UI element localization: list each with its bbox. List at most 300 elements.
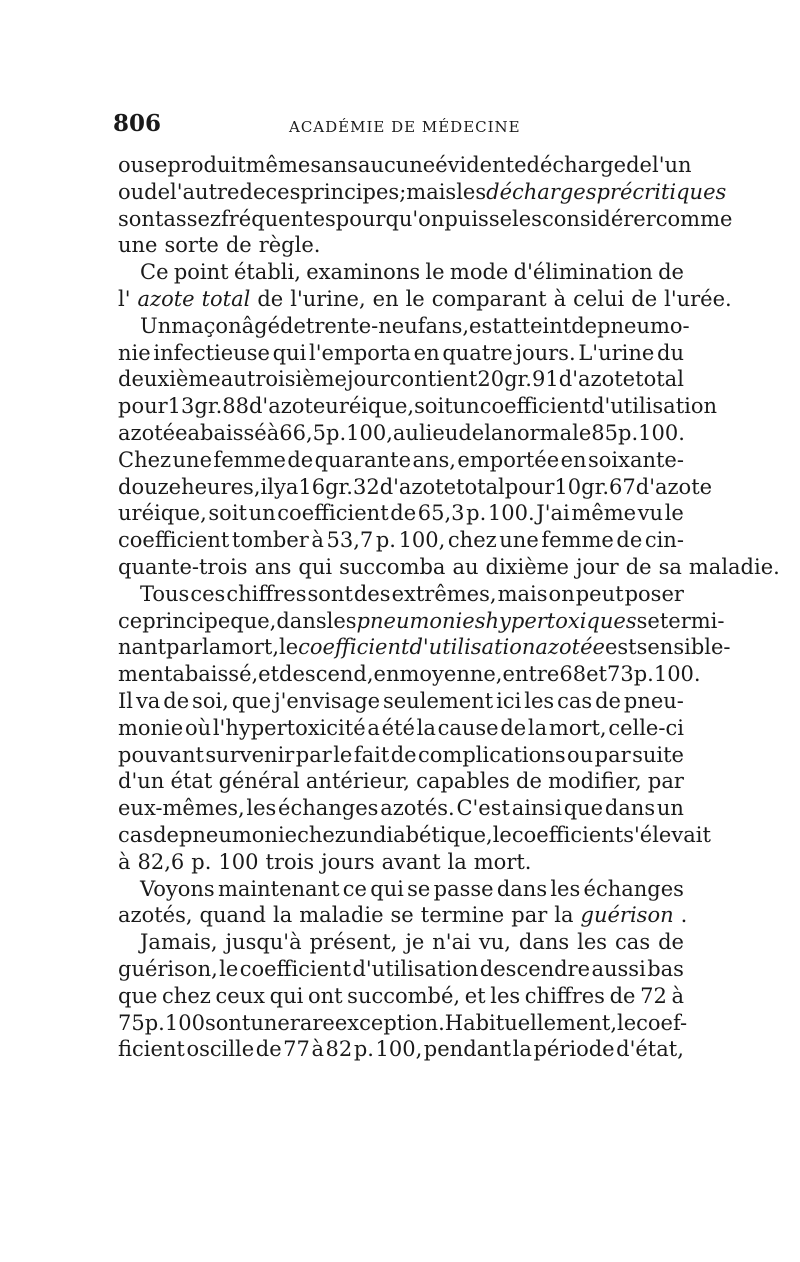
word: pneumonies: [356, 608, 486, 633]
word: 68: [559, 662, 587, 687]
word: règle.: [258, 233, 321, 258]
word: coef-: [636, 1010, 688, 1035]
word: d'utilisation: [352, 956, 479, 981]
word: par: [594, 742, 631, 767]
word: mort.: [473, 849, 532, 874]
text-line: [118, 768, 684, 795]
word: une: [118, 233, 158, 258]
word: les: [456, 179, 487, 204]
word: se: [144, 153, 168, 177]
word: p.: [375, 528, 396, 553]
word: mort,: [221, 635, 279, 660]
word: les: [524, 688, 555, 713]
word: j'envisage: [274, 688, 381, 713]
word: coefficient: [479, 394, 592, 419]
word: abaissé,: [172, 662, 259, 687]
word: atteint: [500, 313, 572, 338]
word: coefficient: [277, 501, 389, 526]
word: suite: [632, 742, 684, 767]
word: par: [511, 903, 548, 928]
word: p.: [326, 420, 347, 445]
word: sa: [658, 554, 682, 579]
word: 100.: [487, 501, 535, 526]
word: normale: [503, 420, 592, 445]
text-line: [118, 1010, 688, 1037]
word: douze: [118, 474, 182, 499]
word: aussi: [591, 956, 646, 981]
word: guérison,: [118, 956, 218, 981]
word: est: [469, 313, 501, 338]
word: état: [170, 769, 213, 794]
word: ou: [118, 179, 145, 204]
word: complications: [418, 742, 566, 767]
word: rare: [289, 1010, 335, 1035]
word: maladie: [299, 903, 384, 928]
word: Un: [140, 313, 172, 338]
word: âgé: [241, 313, 280, 338]
word: se: [407, 876, 431, 901]
word: nie: [118, 340, 151, 365]
word: gr.: [581, 474, 610, 499]
word: de: [625, 554, 652, 579]
word: tomber: [231, 528, 309, 553]
word: dans: [604, 796, 656, 821]
word: monie: [118, 715, 184, 740]
word: 100,: [398, 528, 446, 553]
word: à: [671, 983, 684, 1008]
word: vu,: [478, 930, 511, 955]
text-line: [118, 715, 684, 742]
word: à: [553, 286, 567, 311]
text-line: [118, 983, 684, 1010]
word: la: [447, 849, 467, 874]
word: sont: [307, 581, 353, 606]
word: 85: [591, 420, 618, 445]
word: de: [616, 528, 643, 553]
word: J'ai: [536, 501, 570, 526]
word: les: [490, 983, 521, 1008]
word: considérer: [541, 206, 656, 231]
word: examinons: [306, 260, 421, 285]
word: maçon: [171, 313, 242, 338]
word: produit: [167, 153, 246, 177]
text-line: [118, 876, 684, 903]
word: passe: [433, 876, 494, 901]
word: en: [373, 662, 400, 687]
word: contient: [389, 367, 478, 392]
word: les: [550, 876, 581, 901]
word: qui: [370, 876, 404, 901]
word: Ce: [140, 260, 169, 285]
text-line: [118, 179, 727, 206]
word: Chez: [118, 447, 172, 472]
word: d'azote: [635, 474, 713, 499]
word: pendant: [423, 1037, 512, 1062]
word: 10: [554, 474, 582, 499]
word: cin-: [644, 528, 684, 553]
word: ou: [118, 153, 145, 177]
word: de: [144, 179, 171, 204]
word: un: [656, 796, 684, 821]
word: l'urine,: [290, 286, 366, 311]
word: total: [456, 474, 505, 499]
running-head: ACADÉMIE DE MÉDECINE: [289, 118, 521, 136]
word: 67: [609, 474, 636, 499]
word: azotée: [118, 420, 188, 445]
word: ;: [399, 179, 407, 204]
word: 72: [640, 983, 667, 1008]
text-line: [118, 393, 718, 420]
word: soit: [208, 501, 247, 526]
word: par: [647, 769, 684, 794]
word: femme: [541, 528, 614, 553]
word: l'urée.: [664, 286, 732, 311]
word: 53,7: [326, 528, 374, 553]
word: p.: [144, 1010, 165, 1035]
word: se: [390, 903, 414, 928]
text-line: [118, 822, 711, 849]
word: échanges: [583, 876, 684, 901]
word: mode: [449, 260, 509, 285]
word: deuxième: [118, 367, 221, 392]
word: 77: [283, 1037, 310, 1062]
word: ou: [567, 742, 594, 767]
word: est: [604, 635, 637, 660]
word: total: [635, 367, 684, 392]
word: jours: [321, 849, 375, 874]
word: entre: [502, 662, 560, 687]
word: le: [219, 956, 239, 981]
word: décharges: [486, 179, 597, 204]
word: décharge: [526, 153, 627, 177]
word: général: [218, 769, 300, 794]
word: à: [311, 1037, 324, 1062]
word: d'un: [118, 769, 165, 794]
text-line: [118, 581, 684, 608]
word: échanges: [278, 796, 379, 821]
word: azotée: [535, 635, 605, 660]
word: s'élevait: [623, 822, 711, 847]
text-line: [118, 1036, 684, 1063]
word: 100: [164, 1010, 205, 1035]
word: ainsi: [511, 796, 562, 821]
text-line: [118, 527, 684, 554]
word: exception.: [334, 1010, 445, 1035]
word: ce: [342, 876, 367, 901]
word: 65,3: [417, 501, 465, 526]
word: le: [425, 260, 445, 285]
word: jours.: [515, 340, 576, 365]
word: mais: [497, 581, 548, 606]
word: du: [657, 340, 684, 365]
word: abaissé: [187, 420, 267, 445]
word: dixième: [485, 554, 569, 579]
word: peut: [575, 581, 624, 606]
text-line: [118, 420, 684, 447]
word: aucune: [357, 153, 436, 177]
text-line: [118, 152, 692, 179]
word: Voyons: [140, 876, 215, 901]
word: succomba: [339, 554, 446, 579]
word: quand: [199, 903, 267, 928]
word: une: [499, 528, 539, 553]
word: mais: [406, 179, 457, 204]
word: la: [554, 903, 574, 928]
word: un: [248, 501, 276, 526]
word: trente-neuf: [305, 313, 426, 338]
word: de: [500, 715, 527, 740]
word: Tous: [140, 581, 190, 606]
text-line: [118, 206, 733, 233]
word: moyenne,: [399, 662, 503, 687]
text-line: [118, 259, 684, 286]
word: à: [266, 420, 280, 445]
word: ceux: [215, 983, 265, 1008]
word: a: [285, 474, 299, 499]
word: une: [172, 447, 212, 472]
word: un: [345, 822, 373, 847]
word: 100: [218, 849, 259, 874]
word: d'azote: [248, 394, 326, 419]
text-line: [118, 929, 684, 956]
word: à: [118, 849, 131, 874]
word: C'est: [456, 796, 510, 821]
word: termi-: [659, 608, 725, 633]
word: 100,: [346, 420, 393, 445]
word: évidente: [435, 153, 527, 177]
word: heures,: [181, 474, 261, 499]
text-line: [118, 956, 684, 983]
word: dans: [496, 876, 548, 901]
word: ment: [118, 662, 173, 687]
word: le: [405, 286, 425, 311]
word: que: [231, 688, 272, 713]
word: azotés.: [380, 796, 455, 821]
word: d'état,: [616, 1037, 684, 1062]
word: sorte: [164, 233, 219, 258]
word: celui: [573, 286, 625, 311]
word: jour: [347, 367, 390, 392]
word: l'un: [651, 153, 692, 177]
word: ans: [254, 554, 292, 579]
word: L'urine: [578, 340, 655, 365]
word: p.: [353, 1037, 374, 1062]
word: infectieuse: [153, 340, 270, 365]
word: de: [516, 769, 542, 794]
word: la: [202, 635, 222, 660]
word: ans,: [412, 447, 456, 472]
word: en: [413, 340, 440, 365]
word: on: [548, 581, 575, 606]
word: 75: [118, 1010, 145, 1035]
word: de: [458, 420, 485, 445]
word: comme: [655, 206, 733, 231]
word: total: [201, 286, 251, 311]
word: capables: [416, 769, 510, 794]
word: chiffres: [226, 581, 307, 606]
word: femme: [213, 447, 286, 472]
word: la: [273, 903, 293, 928]
word: d'azote: [558, 367, 636, 392]
word: présent,: [309, 930, 398, 955]
word: les: [577, 930, 608, 955]
word: 88: [222, 394, 249, 419]
word: que: [563, 796, 604, 821]
word: 13: [167, 394, 195, 419]
word: le: [492, 822, 512, 847]
word: 100.: [653, 662, 701, 687]
word: la: [512, 1037, 532, 1062]
word: l': [118, 286, 131, 311]
word: pneumo-: [597, 313, 690, 338]
word: seulement: [383, 688, 494, 713]
word: de: [239, 179, 266, 204]
page-header: [113, 110, 685, 142]
word: oscille: [186, 1037, 255, 1062]
word: que,: [230, 608, 277, 633]
word: sont: [204, 1010, 251, 1035]
word: l'emporta: [309, 340, 411, 365]
word: modifier,: [548, 769, 642, 794]
word: précritiques: [596, 179, 727, 204]
word: .: [680, 903, 688, 928]
word: nant: [118, 635, 167, 660]
word: survenir: [205, 742, 295, 767]
word: quarante: [314, 447, 412, 472]
word: cas: [615, 930, 651, 955]
word: établi,: [233, 260, 301, 285]
word: point: [173, 260, 229, 285]
word: il: [260, 474, 274, 499]
word: eux-mêmes,: [118, 796, 245, 821]
text-line: [118, 286, 732, 313]
word: guérison: [580, 903, 674, 928]
word: emportée: [457, 447, 560, 472]
word: Jamais,: [140, 930, 218, 955]
word: le: [617, 1010, 637, 1035]
text-line: [118, 447, 684, 474]
word: poser: [624, 581, 684, 606]
word: de: [153, 822, 179, 847]
word: les: [512, 206, 542, 231]
text-line: [118, 232, 684, 259]
word: au: [392, 420, 419, 445]
text-line: [118, 688, 684, 715]
word: été: [381, 715, 415, 740]
word: uréique,: [325, 394, 415, 419]
page-number: 806: [113, 110, 162, 137]
word: je: [405, 930, 425, 955]
word: ces: [265, 179, 301, 204]
word: gr.: [325, 474, 353, 499]
text-line: [118, 608, 725, 635]
word: en: [560, 447, 587, 472]
word: un: [452, 394, 480, 419]
word: des: [353, 581, 391, 606]
word: a: [367, 715, 380, 740]
word: de: [390, 742, 417, 767]
word: le: [279, 635, 299, 660]
word: 82,6: [137, 849, 185, 874]
word: chez: [297, 822, 346, 847]
word: p.: [191, 849, 212, 874]
word: azotés,: [118, 903, 193, 928]
word: maladie.: [688, 554, 780, 579]
word: avant: [381, 849, 441, 874]
word: 66,5: [279, 420, 327, 445]
text-line: [118, 742, 684, 769]
word: dans: [518, 930, 570, 955]
word: descendre: [479, 956, 591, 981]
word: troisième: [246, 367, 347, 392]
word: vu: [637, 501, 664, 526]
word: de: [257, 286, 284, 311]
word: l'autre: [170, 179, 240, 204]
word: se: [636, 608, 660, 633]
word: même: [571, 501, 637, 526]
text-line: [118, 366, 684, 393]
word: n'ai: [432, 930, 471, 955]
text-line: [118, 474, 713, 501]
word: par: [295, 742, 332, 767]
word: le: [664, 501, 684, 526]
word: gr.: [504, 367, 532, 392]
word: cause: [437, 715, 499, 740]
word: 100,: [375, 1037, 423, 1062]
word: diabétique,: [372, 822, 493, 847]
word: pour: [118, 394, 168, 419]
word: ans,: [425, 313, 470, 338]
word: de: [658, 930, 684, 955]
word: sensible-: [636, 635, 731, 660]
word: d'utilisation: [591, 394, 718, 419]
word: comparant: [431, 286, 547, 311]
word: l'hypertoxicité: [212, 715, 366, 740]
word: pouvant: [118, 742, 204, 767]
word: extrêmes,: [391, 581, 497, 606]
word: fréquentes: [220, 206, 336, 231]
text-line: [118, 849, 684, 876]
text-line: [118, 313, 690, 340]
word: la: [484, 420, 504, 445]
word: la: [416, 715, 436, 740]
word: cas: [118, 822, 154, 847]
word: de: [626, 153, 652, 177]
word: sont: [118, 206, 164, 231]
word: les: [326, 608, 357, 633]
word: jour: [576, 554, 619, 579]
word: au: [220, 367, 247, 392]
word: gr.: [194, 394, 223, 419]
word: de: [255, 1037, 282, 1062]
word: lieu: [418, 420, 459, 445]
word: 32: [352, 474, 380, 499]
word: 16: [298, 474, 326, 499]
text-line: [118, 554, 780, 581]
word: soit: [414, 394, 453, 419]
text-line: [118, 340, 684, 367]
text-line: [118, 795, 684, 822]
word: de: [571, 313, 598, 338]
word: d'utilisation: [409, 635, 536, 660]
word: de: [658, 260, 684, 285]
word: de: [225, 233, 252, 258]
word: 73: [606, 662, 634, 687]
word: la: [527, 715, 548, 740]
word: et: [258, 662, 280, 687]
word: de: [609, 983, 636, 1008]
word: de: [390, 501, 417, 526]
